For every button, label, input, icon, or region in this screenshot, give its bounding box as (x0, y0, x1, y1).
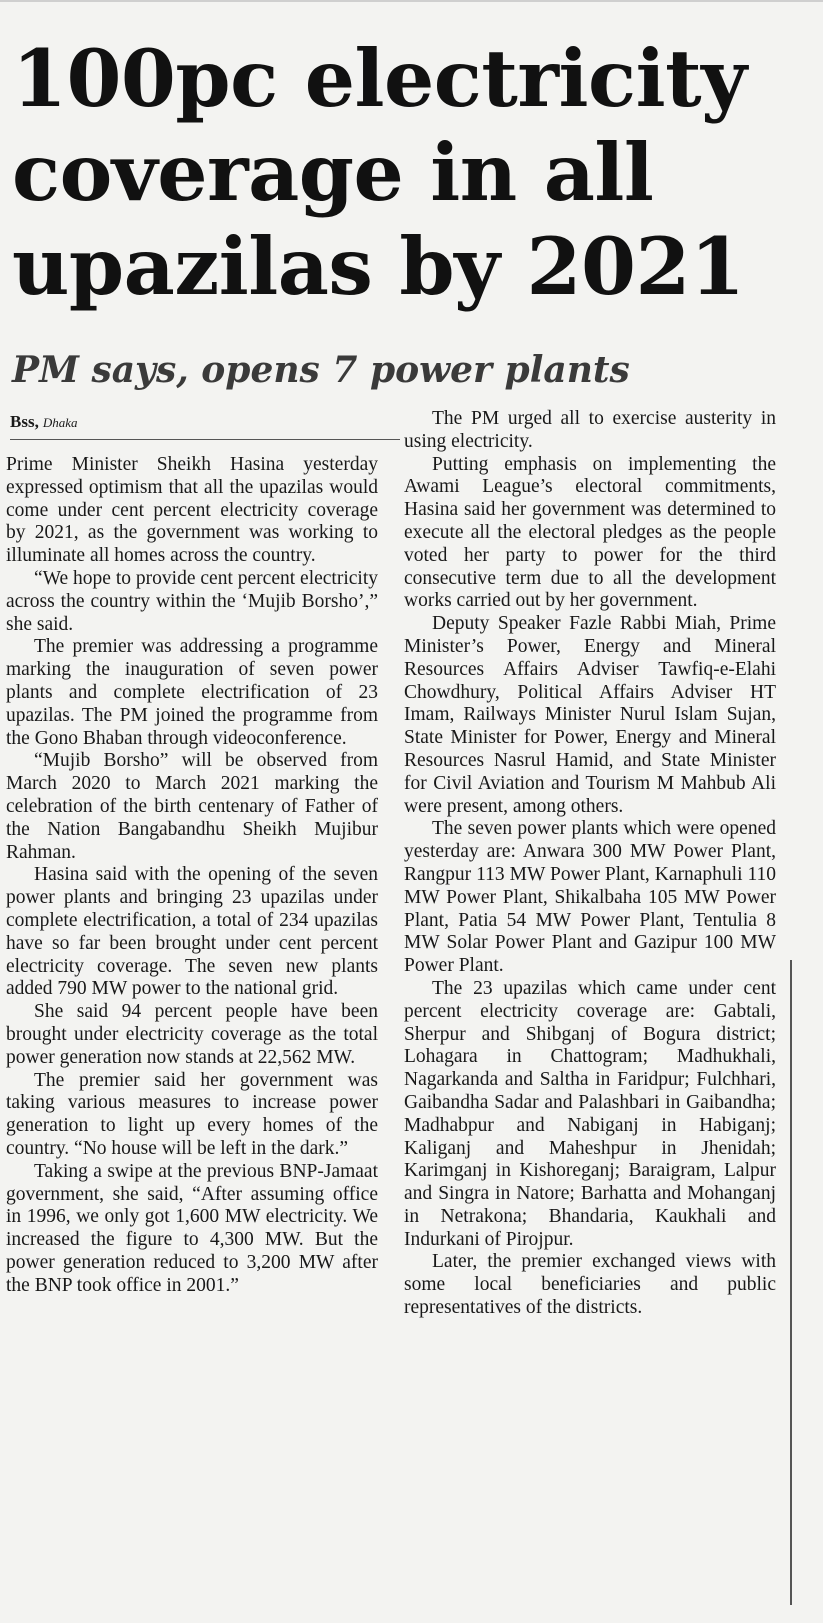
article-paragraph: Taking a swipe at the previous BNP-Jamaat government, she said, “After assuming office in 1996, we only got 1,600 MW electricity. We increased the figure to 4,300 MW. But the power generation reduced to 3,200 MW after the BNP took office in 2001.” (6, 1160, 378, 1296)
byline-agency: Bss, (10, 412, 39, 431)
article-paragraph: The 23 upazilas which came under cent percent electricity coverage are: Gabtali, Sherpur and Shibganj of Bogura district; Lohagara in Chattogram; Madhukhali, Nagarkanda and Saltha in Faridpur; Fulchhari, Gaibandha Sadar and Palashbari in Gaibandha; Madhabpur and Nabiganj in Habiganj; Kaliganj and Maheshpur in Jhenidah; Karimganj in Kishoreganj; Baraigram, Lalpur and Singra in Natore; Barhatta and Mohanganj in Netrakona; Bhandaria, Kaukhali and Indurkani of Pirojpur. (404, 977, 776, 1250)
byline-location: Dhaka (42, 415, 78, 430)
article-paragraph: The premier was addressing a programme marking the inauguration of seven power plants and complete electrification of 23 upazilas. The PM joined the programme from the Gono Bhaban through videoconference. (6, 636, 378, 749)
byline-divider (10, 439, 400, 440)
article-paragraph: Putting emphasis on implementing the Awami League’s electoral commitments, Hasina said her government was determined to execute all the electoral pledges as the people voted her party to power for the third consecutive term due to all the development works carried out by her government. (404, 453, 776, 612)
headline: 100pc electricity coverage in all upazilas by 2021 (12, 32, 747, 313)
article-paragraph: The PM urged all to exercise austerity in using electricity. (404, 408, 776, 452)
article-paragraph: Later, the premier exchanged views with some local beneficiaries and public representatives of the districts. (404, 1251, 776, 1319)
article-paragraph: “We hope to provide cent percent electricity across the country within the ‘Mujib Borsho’,” she said. (6, 567, 378, 635)
article-paragraph: Prime Minister Sheikh Hasina yesterday expressed optimism that all the upazilas would come under cent percent electricity coverage by 2021, as the government was working to illuminate all homes across the country. (6, 454, 378, 567)
article-column-left (6, 454, 378, 1297)
article-column-right (404, 408, 776, 1320)
article-paragraph: Deputy Speaker Fazle Rabbi Miah, Prime Minister’s Power, Energy and Mineral Resources Affairs Adviser Tawfiq-e-Elahi Chowdhury, Political Affairs Adviser HT Imam, Railways Minister Nurul Islam Sujan, State Minister for Power, Energy and Mineral Resources Nasrul Hamid, and State Minister for Civil Aviation and Tourism M Mahbub Ali were present, among others. (404, 613, 776, 817)
column-edge-rule (790, 960, 792, 1605)
byline (10, 412, 78, 433)
article-paragraph: “Mujib Borsho” will be observed from March 2020 to March 2021 marking the celebration of the birth centenary of Father of the Nation Bangabandhu Sheikh Mujibur Rahman. (6, 750, 378, 863)
article-paragraph: Hasina said with the opening of the seven power plants and bringing 23 upazilas under complete electrification, a total of 234 upazilas have so far been brought under cent percent electricity coverage. The seven new plants added 790 MW power to the national grid. (6, 864, 378, 1000)
subheadline: PM says, opens 7 power plants (12, 349, 630, 391)
article-paragraph: She said 94 percent people have been brought under electricity coverage as the total power generation now stands at 22,562 MW. (6, 1001, 378, 1068)
article-paragraph: The premier said her government was taking various measures to increase power generation to light up every homes of the country. “No house will be left in the dark.” (6, 1069, 378, 1159)
article-paragraph: The seven power plants which were opened yesterday are: Anwara 300 MW Power Plant, Rangpur 113 MW Power Plant, Karnaphuli 110 MW Power Plant, Shikalbaha 105 MW Power Plant, Patia 54 MW Power Plant, Tentulia 8 MW Solar Power Plant and Gazipur 100 MW Power Plant. (404, 818, 776, 977)
